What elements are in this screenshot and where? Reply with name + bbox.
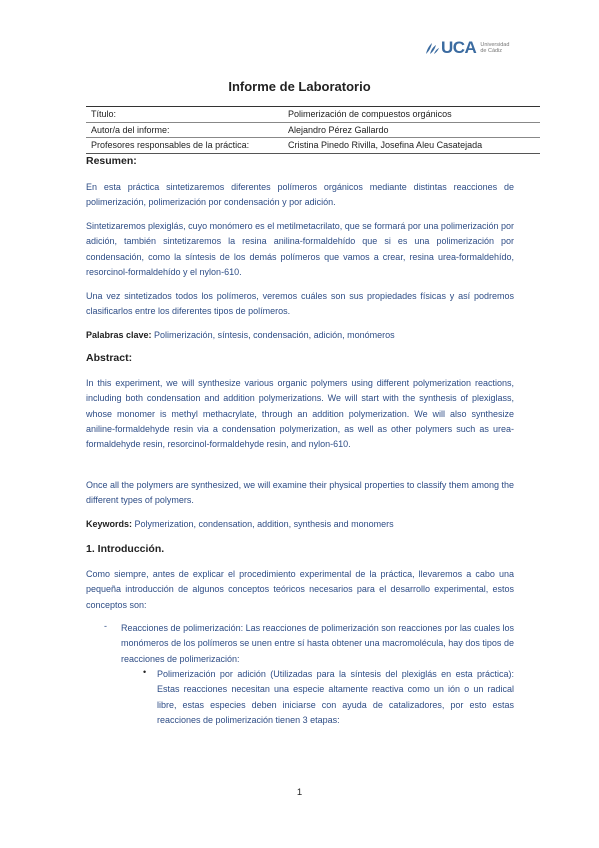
university-logo [424,38,514,58]
university-emblem-icon [424,40,440,56]
keywords-label: Keywords: [86,519,133,529]
introduction-paragraph: Como siempre, antes de explicar el procedimiento experimental de la práctica, llevaremos a cabo una pequeña introducción de algunos conceptos teóricos necesarios para el desarrollo experimental, estos conceptos son: [86,569,514,610]
resumen-keywords [86,330,395,340]
logo-text: UCA [441,38,477,57]
resumen-heading: Resumen: [86,155,137,167]
introduction-heading: 1. Introducción. [86,543,165,555]
info-table [86,106,540,154]
list-item-addition-polymerization: Polimerización por adición (Utilizadas para la síntesis del plexiglás en esta práctica): Estas reacciones necesitan una especie altamente reactiva como un ión o un radical libre, estas especies deben iniciarse con ayuda de catalizadores, por esto estas reacciones de polimerización tienen 3 etapas: [157,669,514,725]
info-value: Polimerización de compuestos orgánicos [288,109,452,119]
page-number: 1 [296,787,303,798]
abstract-paragraph-1: In this experiment, we will synthesize various organic polymers using different polymerization reactions, including both condensation and addition polymerizations. We will start with the synthesis of plexiglass, whose monomer is methyl methacrylate, through an addition polymerization. We will also synthesize aniline-formaldehyde resin via a condensation polymerization, as well as other polymers such as urea-formaldehyde resin, resorcinol-formaldehyde resin, and nylon-610. [86,378,514,450]
info-row-author [86,123,540,139]
info-label: Título: [91,109,117,119]
info-label: Autor/a del informe: [91,124,170,135]
abstract-paragraph-2: Once all the polymers are synthesized, we will examine their physical properties to classify them among the different types of polymers. [86,480,514,506]
info-label: Profesores responsables de la práctica: [91,140,250,150]
logo-subtext: Universidad de Cádiz [480,41,510,54]
resumen-paragraph-1: En esta práctica sintetizaremos diferentes polímeros orgánicos mediante distintas reacciones de polimerización, polimerización por condensación y por adición. [86,182,514,208]
abstract-heading: Abstract: [86,352,133,364]
info-value: Cristina Pinedo Rivilla, Josefina Aleu Casatejada [288,140,483,150]
info-value: Alejandro Pérez Gallardo [288,124,389,135]
keywords-text: Polimerización, síntesis, condensación, adición, monómeros [151,330,395,340]
list-bullet-marker: • [143,667,147,677]
list-item-polymerization: Reacciones de polimerización: Las reacciones de polimerización son reacciones por las cuales los monómeros de los polímeros se unen entre sí hasta obtener una macromolécula, hay dos tipos de reacciones de polimerización: [121,623,514,664]
resumen-paragraph-3: Una vez sintetizados todos los polímeros, veremos cuáles son sus propiedades físicas y así podremos clasificarlos entre los diferentes tipos de polímeros. [86,291,514,317]
resumen-paragraph-2: Sintetizaremos plexiglás, cuyo monómero es el metilmetacrilato, que se formará por una polimerización por adición, también sintetizaremos la resina anilina-formaldehído que si es una polimerización por condensación, como la síntesis de los demás polímeros que vamos a crear, resina urea-formaldehído, resorcinol-formaldehído y el nylon-610. [86,221,514,277]
info-row-title [86,107,540,123]
keywords-text: Polymerization, condensation, addition, synthesis and monomers [132,519,394,529]
abstract-keywords [86,519,394,529]
info-row-professors [86,138,540,153]
list-dash-marker: - [104,621,107,631]
keywords-label: Palabras clave: [86,330,152,340]
document-title: Informe de Laboratorio [228,79,371,94]
